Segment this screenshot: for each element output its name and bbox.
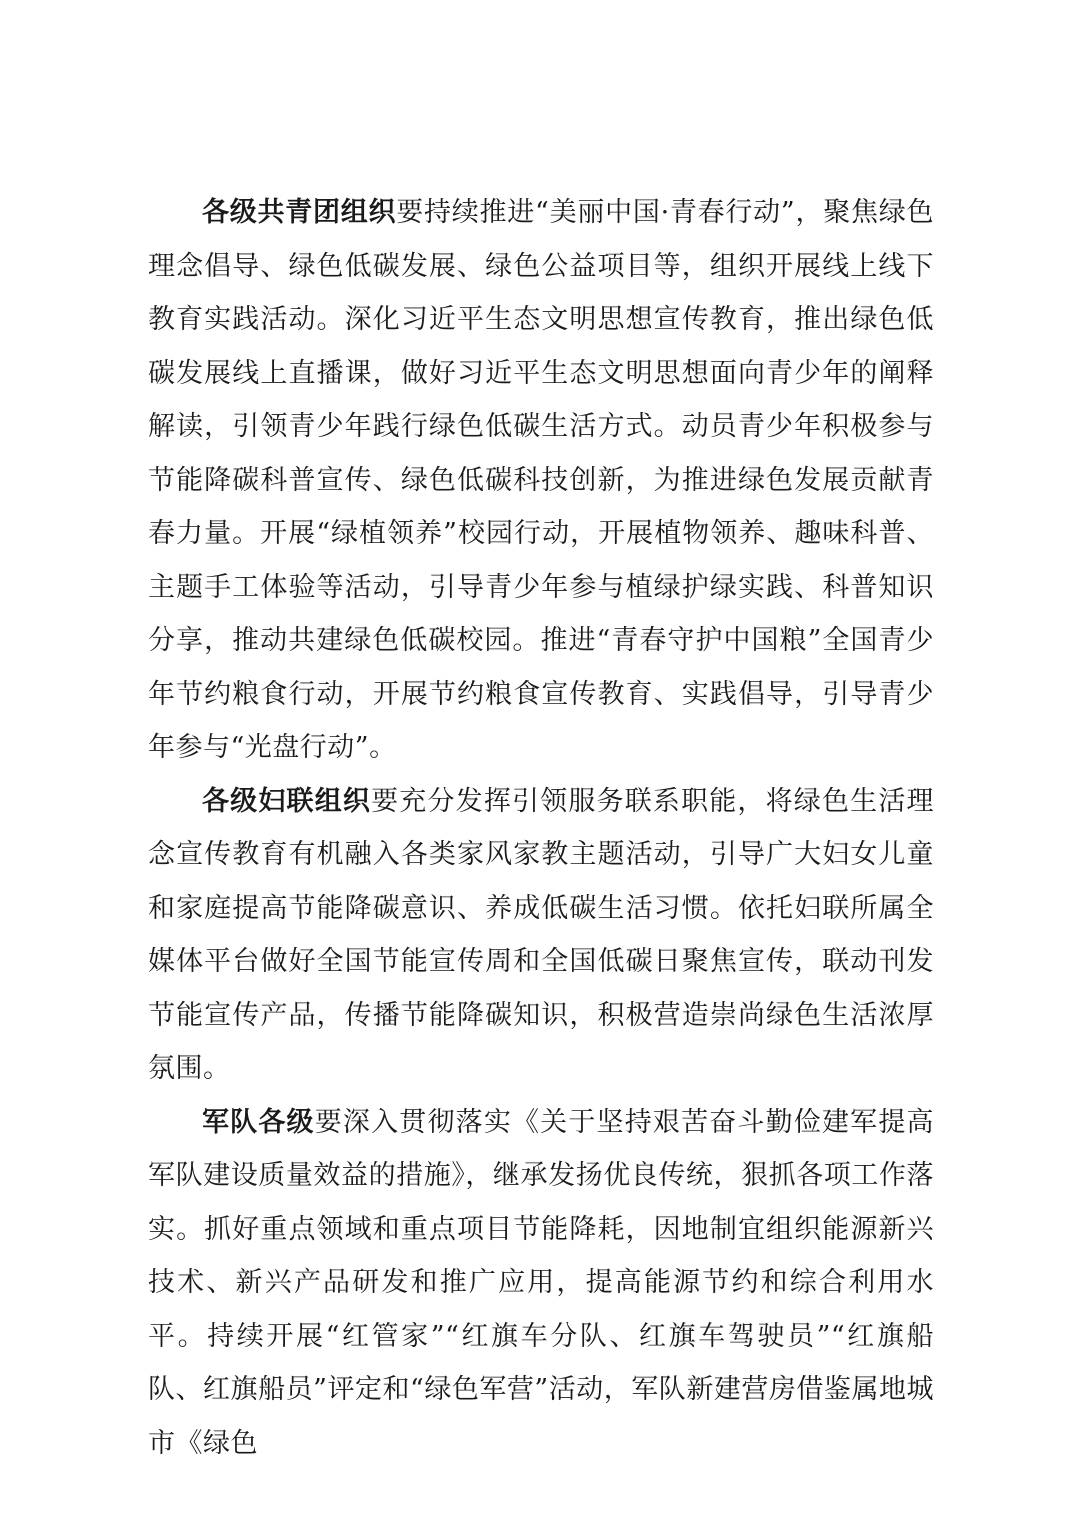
paragraph-text: 要充分发挥引领服务联系职能，将绿色生活理念宣传教育有机融入各类家风家教主题活动，引导广大妇女儿童和家庭提高节能降碳意识、养成低碳生活习惯。依托妇联所属全媒体平台做好全国节能宣传周和全国低碳日聚焦宣传，联动刊发节能宣传产品，传播节能降碳知识，积极营造崇尚绿色生活浓厚氛围。 — [148, 785, 935, 1084]
document-body — [148, 186, 934, 1470]
paragraph-lead: 各级共青团组织 — [202, 197, 397, 228]
paragraph-text: 要深入贯彻落实《关于坚持艰苦奋斗勤俭建军提高军队建设质量效益的措施》，继承发扬优良传统，狠抓各项工作落实。抓好重点领域和重点项目节能降耗，因地制宜组织能源新兴技术、新兴产品研发和推广应用，提高能源节约和综合利用水平。持续开展“红管家”“红旗车分队、红旗车驾驶员”“红旗船队、红旗船员”评定和“绿色军营”活动，军队新建营房借鉴属地城市《绿色 — [148, 1106, 935, 1459]
paragraph-youth-league — [148, 186, 934, 775]
paragraph-lead: 军队各级 — [202, 1106, 315, 1138]
paragraph-military — [148, 1096, 934, 1471]
paragraph-lead: 各级妇联组织 — [202, 785, 372, 817]
paragraph-womens-federation — [148, 775, 934, 1096]
paragraph-text: 要持续推进“美丽中国·青春行动”，聚焦绿色理念倡导、绿色低碳发展、绿色公益项目等，组织开展线上线下教育实践活动。深化习近平生态文明思想宣传教育，推出绿色低碳发展线上直播课，做好习近平生态文明思想面向青少年的阐释解读，引领青少年践行绿色低碳生活方式。动员青少年积极参与节能降碳科普宣传、绿色低碳科技创新，为推进绿色发展贡献青春力量。开展“绿植领养”校园行动，开展植物领养、趣味科普、主题手工体验等活动，引导青少年参与植绿护绿实践、科普知识分享，推动共建绿色低碳校园。推进“青春守护中国粮”全国青少年节约粮食行动，开展节约粮食宣传教育、实践倡导，引导青少年参与“光盘行动”。 — [148, 197, 934, 763]
